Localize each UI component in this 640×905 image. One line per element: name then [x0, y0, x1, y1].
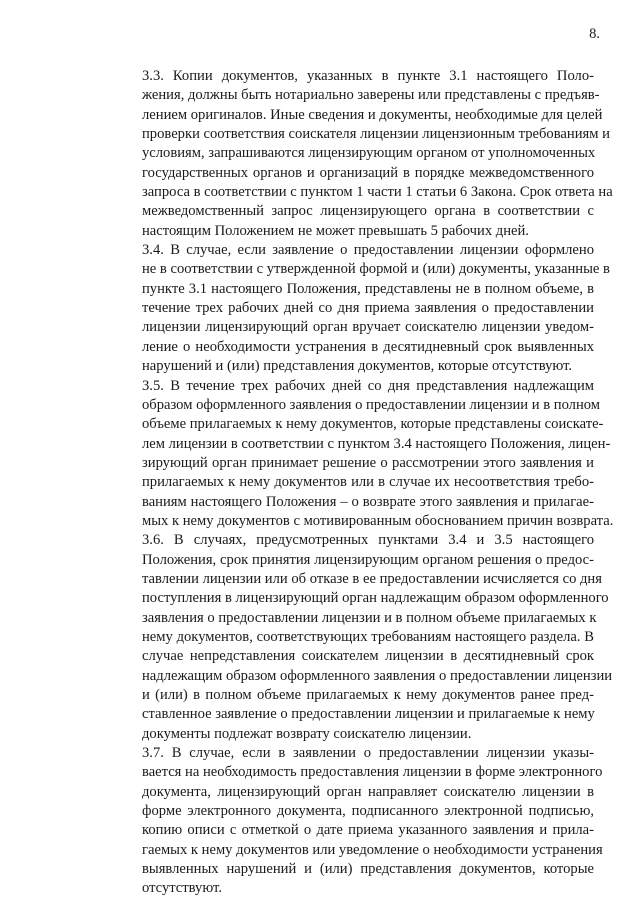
text-line: поступления в лицензирующий орган надлежащим образом оформленного: [142, 590, 609, 607]
text-line: межведомственный запрос лицензирующего органа в соответствии с: [142, 203, 594, 220]
paragraph-2: [114, 241, 610, 376]
text-line: 3.7. В случае, если в заявлении о предоставлении лицензии указы-: [142, 745, 594, 762]
text-line: зирующий орган принимает решение о рассмотрении этого заявления и: [142, 454, 594, 471]
document-body: [114, 67, 614, 899]
text-line: документы подлежат возврату соискателю лицензии.: [142, 725, 472, 742]
text-line: пункте 3.1 настоящего Положения, представлены не в полном объеме, в: [142, 280, 594, 297]
text-line: образом оформленного заявления о предоставлении лицензии и в полном: [142, 396, 601, 413]
text-line: проверки соответствия соискателя лицензии лицензионным требованиям и: [142, 126, 610, 143]
text-line: течение трех рабочих дней со дня приема заявления о предоставлении: [142, 300, 594, 317]
text-line: нарушений и (или) представления документов, которые отсутствуют.: [142, 358, 573, 375]
text-line: мых к нему документов с мотивированным обоснованием причин возврата.: [142, 512, 614, 529]
text-line: лем лицензии в соответствии с пунктом 3.4 настоящего Положения, лицен-: [142, 435, 611, 452]
text-line: лицензии лицензирующий орган вручает соискателю лицензии уведом-: [142, 319, 594, 336]
text-line: вается на необходимость предоставления лицензии в форме электронного: [142, 764, 603, 781]
text-line: ваниям настоящего Положения – о возврате этого заявления и прилагае-: [142, 493, 594, 510]
text-line: жения, должны быть нотариально заверены или представлены с предъяв-: [142, 87, 600, 104]
page-number: 8.: [589, 26, 600, 42]
text-line: заявления о предоставлении лицензии и в полном объеме прилагаемых к: [142, 609, 597, 626]
text-line: объеме прилагаемых к нему документов, которые представлены соискате-: [142, 416, 604, 433]
text-line: и (или) в полном объеме прилагаемых к нему документов ранее пред-: [142, 687, 594, 703]
text-line: 3.6. В случаях, предусмотренных пунктами 3.4 и 3.5 настоящего: [142, 532, 594, 549]
text-line: ставленное заявление о предоставлении лицензии и прилагаемые к нему: [142, 706, 595, 723]
text-line: лением оригиналов. Иные сведения и документы, необходимые для целей: [142, 106, 603, 123]
text-line: надлежащим образом оформленного заявления о предоставлении лицензии: [142, 667, 613, 684]
text-line: не в соответствии с утвержденной формой и (или) документы, указанные в: [142, 261, 610, 278]
paragraph-5: [114, 744, 603, 899]
text-line: государственных органов и организаций в порядке межведомственного: [142, 164, 594, 181]
text-line: документа, лицензирующий орган направляет соискателю лицензии в: [142, 783, 594, 800]
text-line: 3.3. Копии документов, указанных в пункте 3.1 настоящего Поло-: [142, 68, 594, 84]
text-line: выявленных нарушений и (или) представления документов, которые: [142, 861, 594, 878]
text-line: гаемых к нему документов или уведомление о необходимости устранения: [142, 841, 603, 858]
text-line: отсутствуют.: [142, 880, 222, 897]
text-line: нему документов, соответствующих требованиям настоящего раздела. В: [142, 628, 594, 645]
text-line: Положения, срок принятия лицензирующим органом решения о предос-: [142, 551, 594, 568]
text-line: форме электронного документа, подписанного электронной подписью,: [142, 803, 594, 820]
text-line: ление о необходимости устранения в десятидневный срок выявленных: [142, 338, 594, 355]
paragraph-1: [114, 67, 613, 241]
text-line: случае непредставления соискателем лицензии в десятидневный срок: [142, 648, 594, 665]
text-line: условиям, запрашиваются лицензирующим органом от уполномоченных: [142, 145, 596, 162]
paragraph-4: [114, 531, 613, 744]
text-line: 3.4. В случае, если заявление о предоставлении лицензии оформлено: [142, 242, 594, 259]
text-line: прилагаемых к нему документов или в случае их несоответствия требо-: [142, 474, 594, 491]
text-line: тавлении лицензии или об отказе в ее предоставлении исчисляется со дня: [142, 570, 602, 587]
text-line: настоящим Положением не может превышать 5 рабочих дней.: [142, 222, 529, 239]
text-line: запроса в соответствии с пунктом 1 части 1 статьи 6 Закона. Срок ответа на: [142, 184, 613, 201]
text-line: копию описи с отметкой о дате приема указанного заявления и прила-: [142, 822, 594, 839]
text-line: 3.5. В течение трех рабочих дней со дня представления надлежащим: [142, 377, 594, 394]
paragraph-3: [114, 377, 614, 532]
